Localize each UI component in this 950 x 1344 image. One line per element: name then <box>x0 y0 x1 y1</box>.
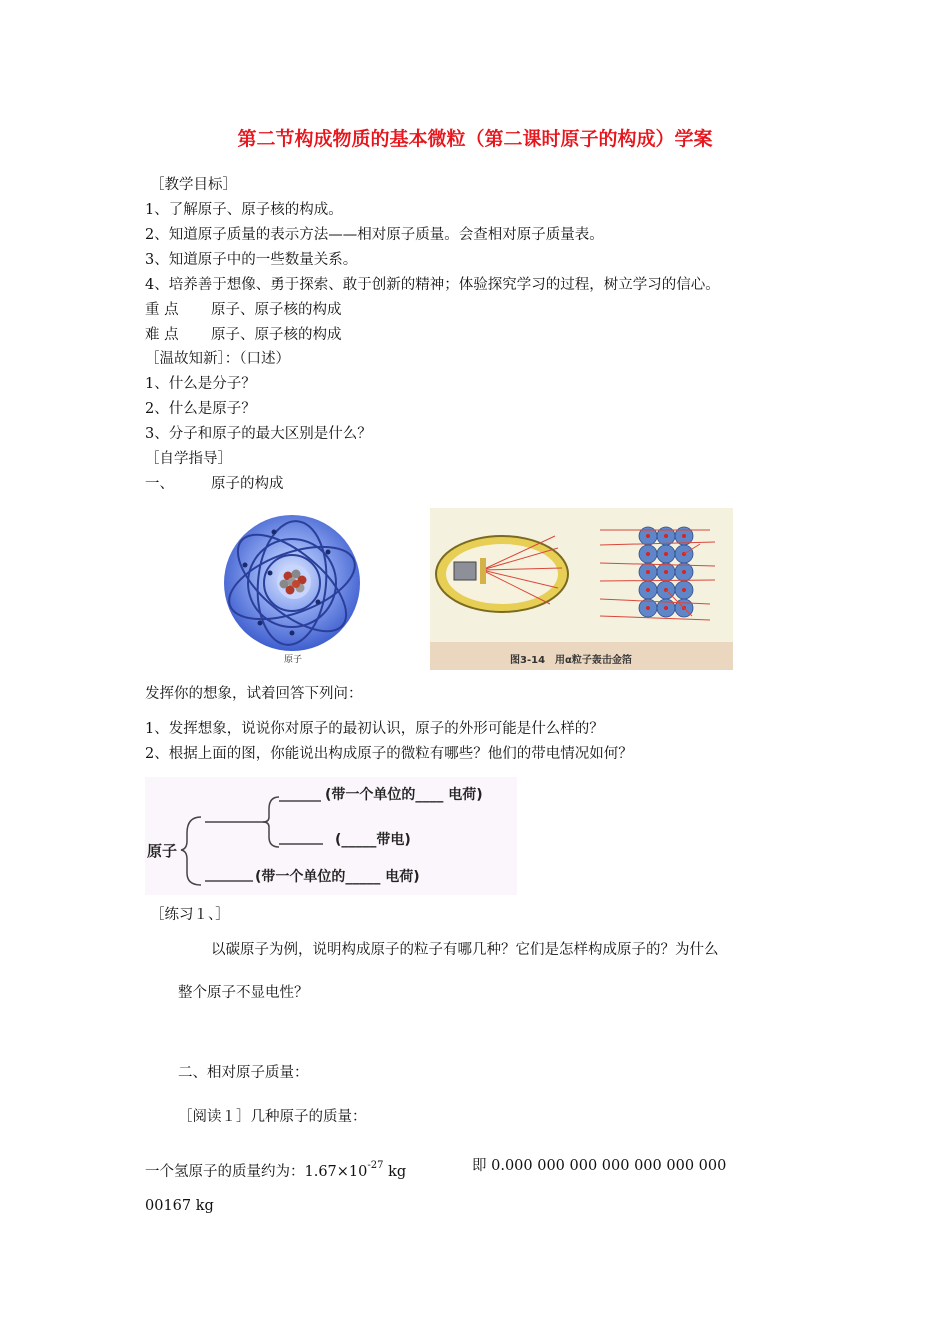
atom-structure-diagram <box>145 777 517 895</box>
section2-title: 二、相对原子质量： <box>178 1065 309 1081</box>
diagram-branch-1: (带一个单位的____ 电荷) <box>325 787 483 803</box>
page-title: 第二节构成物质的基本微粒（第二课时原子的构成）学案 <box>237 128 713 150</box>
hydrogen-mass-prefix: 一个氢原子的质量约为：1.67×10 <box>145 1164 368 1180</box>
objective-item: 3、知道原子中的一些数量关系。 <box>145 252 358 268</box>
atom-caption: 原子 <box>284 655 303 665</box>
atom-model-image <box>222 510 360 668</box>
imagine-item: 1、发挥想象，说说你对原子的最初认识，原子的外形可能是什么样的？ <box>145 721 604 737</box>
difficulty-text: 原子、原子核的构成 <box>211 327 342 343</box>
foil-caption: 图3-14 用α粒子轰击金箔 <box>510 655 632 666</box>
imagine-item: 2、根据上面的图，你能说出构成原子的微粒有哪些？他们的带电情况如何？ <box>145 746 633 762</box>
review-heading: ［温故知新］：（口述） <box>145 351 290 367</box>
objective-item: 1、了解原子、原子核的构成。 <box>145 202 343 218</box>
exercise1-text: 以碳原子为例，说明构成原子的粒子有哪几种？它们是怎样构成原子的？为什么 <box>211 942 719 958</box>
diagram-root: 原子 <box>147 842 178 860</box>
hydrogen-mass-continued: 00167 kg <box>145 1198 214 1214</box>
reading1-heading: ［阅读１］几种原子的质量： <box>178 1109 367 1125</box>
objective-item: 4、培养善于想像、勇于探索、敢于创新的精神；体验探究学习的过程，树立学习的信心。 <box>145 277 720 293</box>
hydrogen-mass-equivalent: 即 0.000 000 000 000 000 000 000 <box>472 1158 727 1174</box>
review-item: 1、什么是分子？ <box>145 376 256 392</box>
hydrogen-mass-exponent: -27 <box>367 1160 384 1171</box>
exercise1-text-cont: 整个原子不显电性？ <box>178 985 309 1001</box>
guide-heading: ［自学指导］ <box>145 451 232 467</box>
review-item: 3、分子和原子的最大区别是什么？ <box>145 426 372 442</box>
key-point-text: 原子、原子核的构成 <box>211 302 342 318</box>
hydrogen-mass-line <box>145 1157 406 1181</box>
review-item: 2、什么是原子？ <box>145 401 256 417</box>
hydrogen-mass-unit: kg <box>383 1164 407 1180</box>
key-point-label: 重 点 <box>145 302 179 318</box>
exercise1-heading: ［练习１、］ <box>150 907 230 923</box>
difficulty-label: 难 点 <box>145 327 179 343</box>
objective-item: 2、知道原子质量的表示方法——相对原子质量。会查相对原子质量表。 <box>145 227 604 243</box>
section1-title: 原子的构成 <box>211 476 284 492</box>
diagram-branch-3: (带一个单位的_____ 电荷) <box>255 869 420 885</box>
gold-foil-experiment-image <box>430 508 733 670</box>
section1-number: 一、 <box>145 476 174 492</box>
imagine-prompt: 发挥你的想象，试着回答下列问： <box>145 686 363 702</box>
objectives-heading: ［教学目标］ <box>150 177 237 193</box>
diagram-branch-2: (_____带电) <box>335 832 411 848</box>
